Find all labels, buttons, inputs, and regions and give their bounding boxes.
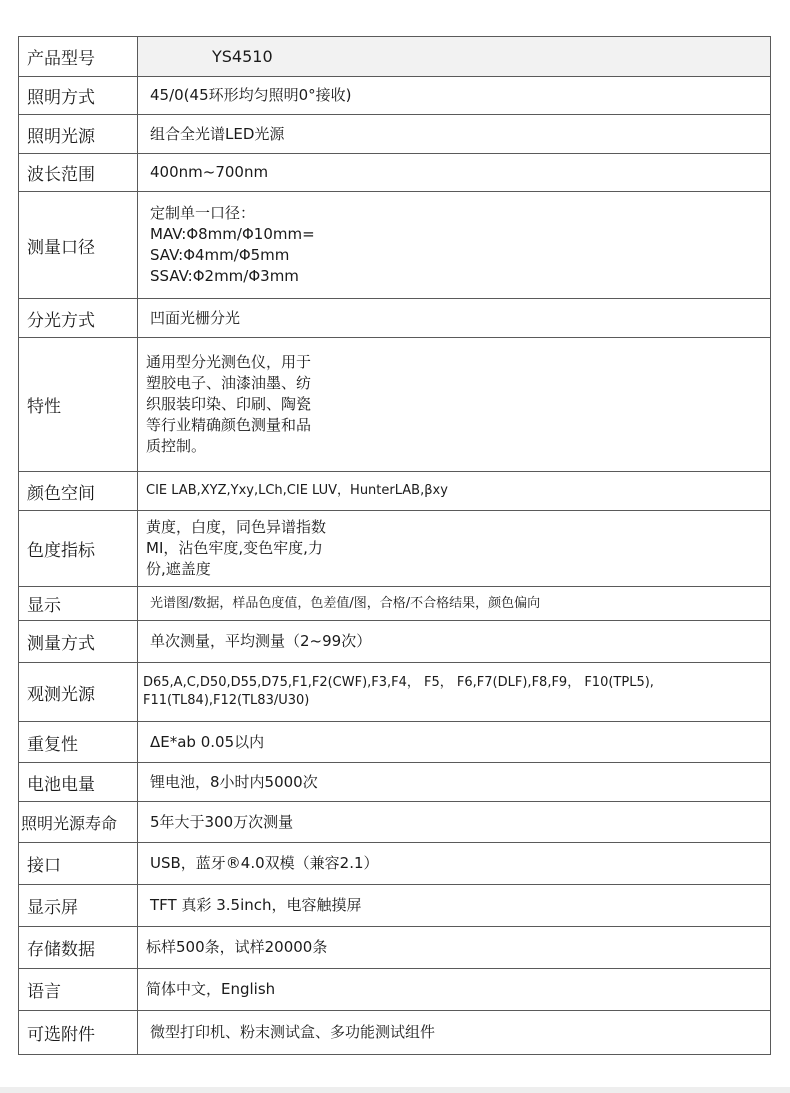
spec-value-line: ΔE*ab 0.05以内 bbox=[150, 732, 265, 751]
spec-value-line: 通用型分光测色仪，用于 bbox=[146, 353, 312, 371]
spec-label: 观测光源 bbox=[19, 663, 138, 722]
spec-value-line: 标样500条，试样20000条 bbox=[146, 938, 328, 956]
spec-value bbox=[138, 1011, 771, 1055]
spec-value-line: 等行业精确颜色测量和品 bbox=[146, 416, 312, 434]
table-row bbox=[19, 338, 771, 472]
spec-value-line: 织服装印染、印刷、陶瓷 bbox=[146, 395, 312, 413]
spec-value bbox=[138, 37, 771, 77]
spec-label: 可选附件 bbox=[19, 1011, 138, 1055]
spec-value-line: 塑胶电子、油漆油墨、纺 bbox=[146, 374, 312, 392]
spec-label: 分光方式 bbox=[19, 299, 138, 338]
spec-label: 存储数据 bbox=[19, 927, 138, 969]
spec-value-line: 45/0(45环形均匀照明0°接收) bbox=[150, 86, 352, 104]
table-row bbox=[19, 299, 771, 338]
table-row bbox=[19, 722, 771, 763]
table-row bbox=[19, 802, 771, 843]
spec-value-line: YS4510 bbox=[212, 47, 273, 66]
spec-label: 重复性 bbox=[19, 722, 138, 763]
footer-band bbox=[0, 1087, 790, 1093]
spec-value-line: 微型打印机、粉末测试盒、多功能测试组件 bbox=[150, 1023, 436, 1041]
spec-value bbox=[138, 843, 771, 885]
spec-value bbox=[138, 192, 771, 299]
spec-value bbox=[138, 338, 771, 472]
table-row bbox=[19, 77, 771, 115]
spec-label: 特性 bbox=[19, 338, 138, 472]
spec-label: 测量方式 bbox=[19, 621, 138, 663]
spec-label: 产品型号 bbox=[19, 37, 138, 77]
table-row bbox=[19, 115, 771, 154]
table-row bbox=[19, 969, 771, 1011]
spec-label: 测量口径 bbox=[19, 192, 138, 299]
table-row bbox=[19, 587, 771, 621]
table-row bbox=[19, 843, 771, 885]
spec-value bbox=[138, 763, 771, 802]
table-row bbox=[19, 927, 771, 969]
spec-value-line: 质控制。 bbox=[146, 437, 207, 455]
spec-value-line: MI，沾色牢度,变色牢度,力 bbox=[146, 539, 323, 557]
spec-label: 照明光源寿命 bbox=[19, 802, 138, 843]
table-row bbox=[19, 1011, 771, 1055]
spec-value-line: 黄度，白度，同色异谱指数 bbox=[146, 518, 327, 536]
spec-value bbox=[138, 115, 771, 154]
spec-label: 颜色空间 bbox=[19, 472, 138, 511]
spec-label: 显示屏 bbox=[19, 885, 138, 927]
spec-value bbox=[138, 802, 771, 843]
spec-value bbox=[138, 77, 771, 115]
spec-value-line: 份,遮盖度 bbox=[146, 560, 211, 578]
table-row bbox=[19, 37, 771, 77]
spec-label: 照明光源 bbox=[19, 115, 138, 154]
spec-value bbox=[138, 587, 771, 621]
table-row bbox=[19, 472, 771, 511]
spec-value bbox=[138, 969, 771, 1011]
table-row bbox=[19, 511, 771, 587]
spec-value bbox=[138, 472, 771, 511]
spec-label: 显示 bbox=[19, 587, 138, 621]
spec-value-line: TFT 真彩 3.5inch，电容触摸屏 bbox=[150, 896, 362, 914]
spec-value-line: 5年大于300万次测量 bbox=[150, 812, 294, 831]
spec-value-line: F11(TL84),F12(TL83/U30) bbox=[143, 693, 310, 708]
spec-value-line: 凹面光栅分光 bbox=[150, 308, 241, 327]
spec-value bbox=[138, 299, 771, 338]
spec-value-line: CIE LAB,XYZ,Yxy,LCh,CIE LUV，HunterLAB,βxy bbox=[146, 483, 448, 498]
spec-label: 语言 bbox=[19, 969, 138, 1011]
spec-value bbox=[138, 885, 771, 927]
table-row bbox=[19, 663, 771, 722]
spec-label: 色度指标 bbox=[19, 511, 138, 587]
spec-value bbox=[138, 154, 771, 192]
table-row bbox=[19, 763, 771, 802]
spec-value-line: D65,A,C,D50,D55,D75,F1,F2(CWF),F3,F4， F5， F6,F7(DLF),F8,F9， F10(TPL5), bbox=[143, 675, 654, 690]
spec-value bbox=[138, 663, 771, 722]
spec-value-line: 单次测量，平均测量（2~99次） bbox=[150, 632, 372, 650]
spec-label: 照明方式 bbox=[19, 77, 138, 115]
spec-value-line: SAV:Φ4mm/Φ5mm bbox=[150, 246, 290, 264]
table-row bbox=[19, 621, 771, 663]
table-row bbox=[19, 154, 771, 192]
spec-value bbox=[138, 621, 771, 663]
spec-value-line: MAV:Φ8mm/Φ10mm= bbox=[150, 225, 315, 243]
table-row bbox=[19, 885, 771, 927]
spec-value-line: 400nm~700nm bbox=[150, 163, 269, 181]
spec-table bbox=[18, 36, 771, 1055]
spec-value-line: 定制单一口径： bbox=[150, 204, 256, 222]
spec-value bbox=[138, 511, 771, 587]
spec-value-line: 光谱图/数据，样品色度值，色差值/图，合格/不合格结果，颜色偏向 bbox=[150, 595, 541, 611]
spec-value-line: 锂电池，8小时内5000次 bbox=[150, 772, 318, 791]
spec-value bbox=[138, 927, 771, 969]
spec-value-line: SSAV:Φ2mm/Φ3mm bbox=[150, 267, 299, 285]
spec-value-line: USB，蓝牙®4.0双模（兼容2.1） bbox=[150, 854, 379, 872]
spec-label: 电池电量 bbox=[19, 763, 138, 802]
spec-label: 波长范围 bbox=[19, 154, 138, 192]
spec-label: 接口 bbox=[19, 843, 138, 885]
spec-value bbox=[138, 722, 771, 763]
spec-value-line: 简体中文，English bbox=[146, 980, 276, 998]
spec-value-line: 组合全光谱LED光源 bbox=[150, 124, 285, 143]
table-row bbox=[19, 192, 771, 299]
